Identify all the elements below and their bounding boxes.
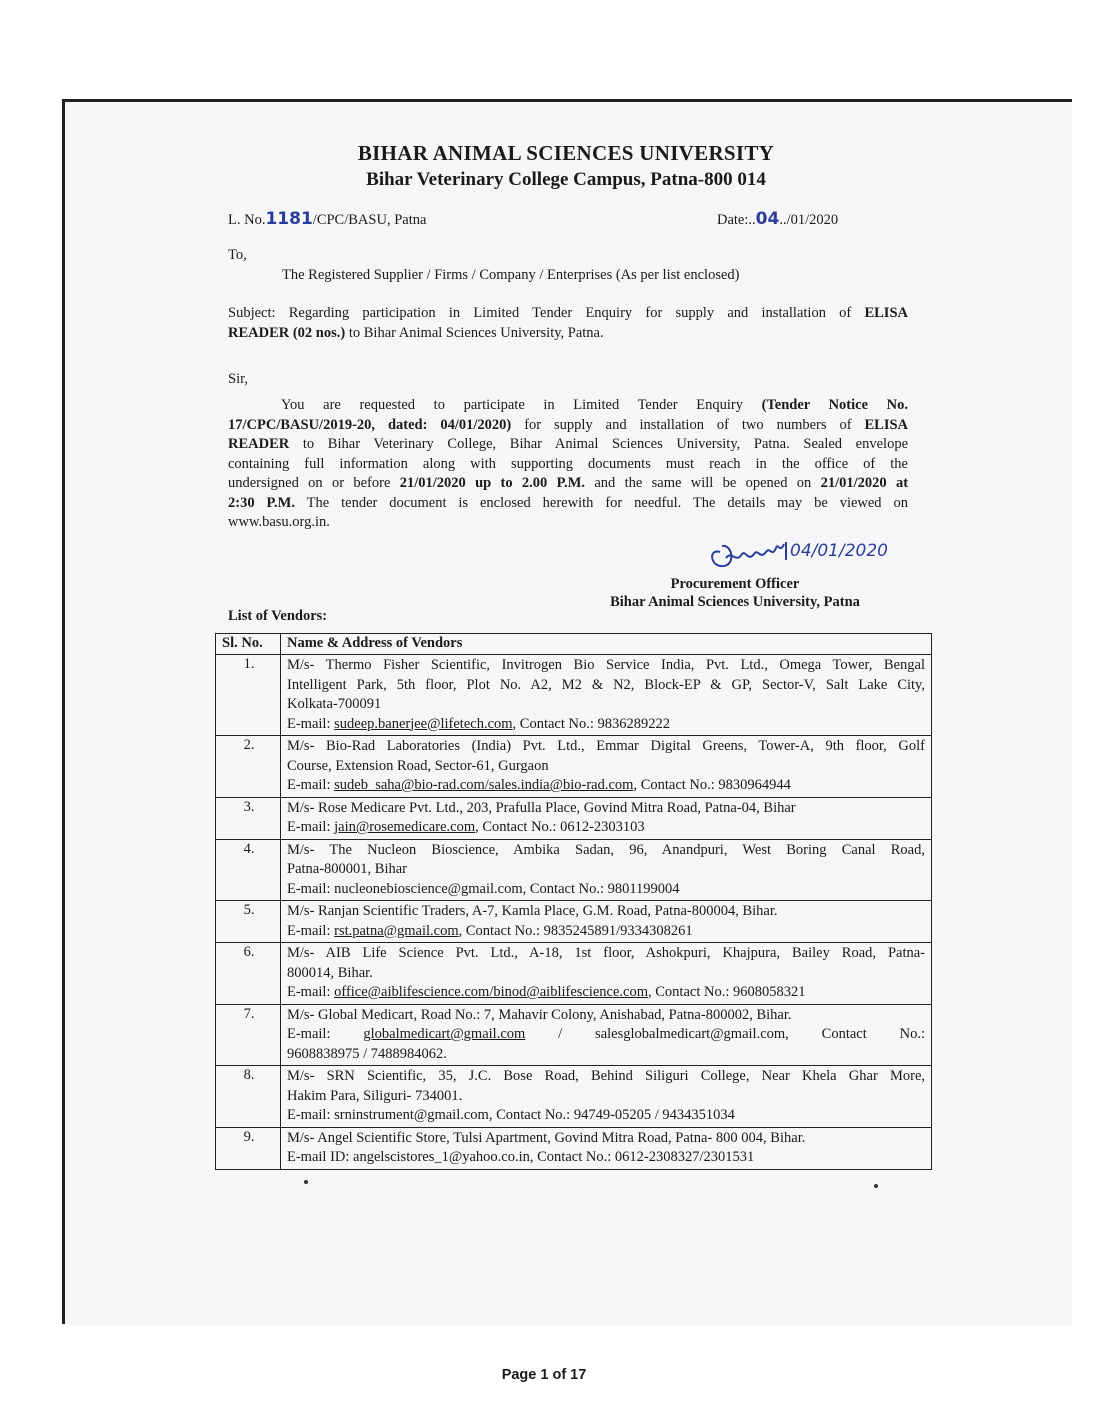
scan-edge-left [62,99,65,1324]
vendor-email: globalmedicart@gmail.com [363,1026,526,1042]
vendor-contact: , Contact No.: 9608058321 [648,984,806,1000]
vendor-contact: , Contact No.: 9830964944 [633,777,791,793]
vendor-contact: , Contact No.: 9836289222 [512,715,671,732]
vendor-address-line: Course, Extension Road, Sector-61, Gurgaon [287,757,549,774]
vendor-details [281,1004,932,1066]
subject-line-2: READER (02 nos.) to Bihar Animal Sciences University, Patna. [228,324,604,341]
sl-number: 5. [216,901,281,943]
ref-number-handwritten: 1181 [265,209,313,229]
scan-speck [304,1180,308,1184]
signatory-title: Procurement Officer [670,576,800,592]
vendor-address-line: M/s- Ranjan Scientific Traders, A-7, Kamla Place, G.M. Road, Patna-800004, Bihar. [287,903,778,919]
sl-number: 8. [216,1066,281,1128]
salutation: Sir, [228,371,248,387]
sl-number: 1. [216,655,281,736]
column-header-vendor: Name & Address of Vendors [281,634,932,655]
vendor-email: sudeep.banerjee@lifetech.com [334,715,513,732]
vendor-address-line: 800014, Bihar. [287,964,373,981]
body-paragraph [228,396,908,533]
email-label: E-mail: [287,922,335,939]
vendor-email: nucleonebioscience@gmail.com [334,880,523,897]
scan-edge-top [62,99,1072,102]
email-label: E-mail: [287,1107,335,1123]
recipient-line: The Registered Supplier / Firms / Company / Enterprises (As per list enclosed) [282,267,740,283]
vendor-contact-line [287,1106,925,1126]
vendor-details [281,901,932,943]
date-suffix: ../01/2020 [779,212,839,228]
vendor-contact: , Contact No.: 9801199004 [522,880,680,897]
letter-reference [228,209,426,229]
vendor-contact-line [287,922,925,942]
body-line-5: undersigned on or before 21/01/2020 up to 2.00 P.M. and the same will be opened on 21/01/2020 at [228,475,909,491]
ref-suffix: /CPC/BASU, Patna [312,212,427,228]
table-row [216,1004,932,1066]
subject-line-1: Subject: Regarding participation in Limited Tender Enquiry for supply and installation of ELISA [228,305,908,321]
vendor-email: angelscistores_1@yahoo.co.in [353,1149,530,1165]
vendor-email: jain@rosemedicare.com [334,819,476,835]
vendors-heading: List of Vendors: [228,608,328,624]
vendor-address-line: Hakim Para, Siliguri- 734001. [287,1087,463,1104]
table-header-row [216,634,932,655]
vendor-contact-line [287,983,925,1003]
vendor-email: rst.patna@gmail.com [334,922,459,939]
vendor-details [281,736,932,798]
vendor-address-line: M/s- SRN Scientific, 35, J.C. Bose Road, Behind Siliguri College, Near Khela Ghar More, [287,1068,925,1084]
date-day-handwritten: 04 [755,209,780,229]
vendor-email: sudeb_saha@bio-rad.com/sales.india@bio-rad.com [334,777,634,793]
table-row [216,736,932,798]
vendor-address-line: M/s- Thermo Fisher Scientific, Invitrogen Bio Service India, Pvt. Ltd., Omega Tower, Bengal [287,657,925,673]
sl-number: 2. [216,736,281,798]
vendor-address-line: Intelligent Park, 5th floor, Plot No. A2, M2 & N2, Block-EP & GP, Sector-V, Salt Lake City, [287,676,925,693]
email-label: E-mail: [287,715,335,732]
vendor-contact: , Contact No.: 94749-05205 / 9434351034 [488,1107,735,1123]
vendor-contact-line [287,1148,925,1168]
ref-prefix: L. No. [228,212,266,228]
vendor-address-line: M/s- Rose Medicare Pvt. Ltd., 203, Prafulla Place, Govind Mitra Road, Patna-04, Bihar [287,799,796,816]
body-line-7: www.basu.org.in. [228,514,330,530]
date-prefix: Date:.. [717,212,756,228]
vendor-address-line: M/s- The Nucleon Bioscience, Ambika Sadan, 96, Anandpuri, West Boring Canal Road, [287,841,925,858]
vendors-table [215,633,932,1170]
sl-number: 3. [216,797,281,839]
vendor-contact-line [287,818,925,838]
vendor-address-line: M/s- AIB Life Science Pvt. Ltd., A-18, 1st floor, Ashokpuri, Khajpura, Bailey Road, Patna- [287,945,925,961]
column-header-sl: Sl. No. [216,634,281,655]
email-label: E-mail: [287,1026,364,1042]
sl-number: 6. [216,943,281,1005]
vendor-address-line: M/s- Global Medicart, Road No.: 7, Mahavir Colony, Anishabad, Patna-800002, Bihar. [287,1006,792,1023]
vendor-details [281,943,932,1005]
vendor-details [281,1127,932,1169]
vendor-details [281,1066,932,1128]
vendor-contact-line [287,715,925,735]
vendor-address-line: M/s- Bio-Rad Laboratories (India) Pvt. Ltd., Emmar Digital Greens, Tower-A, 9th floor, Golf [287,738,925,754]
table-row [216,901,932,943]
vendor-details [281,655,932,736]
body-line-4: containing full information along with supporting documents must reach in the office of the [228,455,908,472]
scan-speck [874,1184,878,1188]
university-title: BIHAR ANIMAL SCIENCES UNIVERSITY [357,141,775,165]
letter-date [717,209,838,229]
signature-icon [706,530,888,578]
vendor-address-line: Kolkata-700091 [287,696,382,712]
email-label: E-mail: [287,984,335,1000]
table-row [216,1127,932,1169]
vendor-address-line: Patna-800001, Bihar [287,861,408,877]
campus-subtitle: Bihar Veterinary College Campus, Patna-800 014 [366,169,766,190]
table-row [216,797,932,839]
email-label: E-mail ID: [287,1149,354,1165]
body-line-6: 2:30 P.M. The tender document is enclosed herewith for needful. The details may be viewed on [228,494,908,511]
to-line: To, [228,247,247,263]
vendor-contact: , Contact No.: 0612-2308327/2301531 [529,1149,755,1165]
vendor-rows [216,655,932,1170]
vendor-contact: , Contact No.: 0612-2303103 [475,819,645,835]
table-row [216,655,932,736]
page-number: Page 1 of 17 [501,1367,587,1383]
signature-date: 04/01/2020 [790,541,888,561]
signatory-org: Bihar Animal Sciences University, Patna [610,594,860,610]
email-label: E-mail: [287,880,335,897]
vendor-email: srninstrument@gmail.com [334,1107,489,1123]
table-row [216,839,932,901]
vendor-details [281,797,932,839]
email-label: E-mail: [287,777,335,793]
table-row [216,1066,932,1128]
email-label: E-mail: [287,819,335,835]
sl-number: 9. [216,1127,281,1169]
body-line-3: READER to Bihar Veterinary College, Bihar Animal Sciences University, Patna. Sealed envelope [228,436,909,452]
vendor-contact-continued: 9608838975 / 7488984062. [287,1045,447,1062]
table-row [216,943,932,1005]
vendor-email: office@aiblifescience.com/binod@aiblifescience.com [334,984,649,1000]
sl-number: 4. [216,839,281,901]
vendor-details [281,839,932,901]
body-line-1: You are requested to participate in Limited Tender Enquiry (Tender Notice No. [281,397,909,413]
subject-paragraph [228,304,908,343]
vendor-address-line: M/s- Angel Scientific Store, Tulsi Apartment, Govind Mitra Road, Patna- 800 004, Bihar. [287,1129,806,1146]
vendor-contact: , Contact No.: 9835245891/9334308261 [458,922,693,939]
vendor-contact-line [287,880,925,900]
sl-number: 7. [216,1004,281,1066]
vendor-contact-line [287,776,925,796]
vendor-contact-line [287,1025,925,1045]
body-line-2: 17/CPC/BASU/2019-20, dated: 04/01/2020) for supply and installation of two numbers of ELISA [228,416,909,433]
vendor-contact: / salesglobalmedicart@gmail.com, Contact No.: [525,1026,925,1042]
